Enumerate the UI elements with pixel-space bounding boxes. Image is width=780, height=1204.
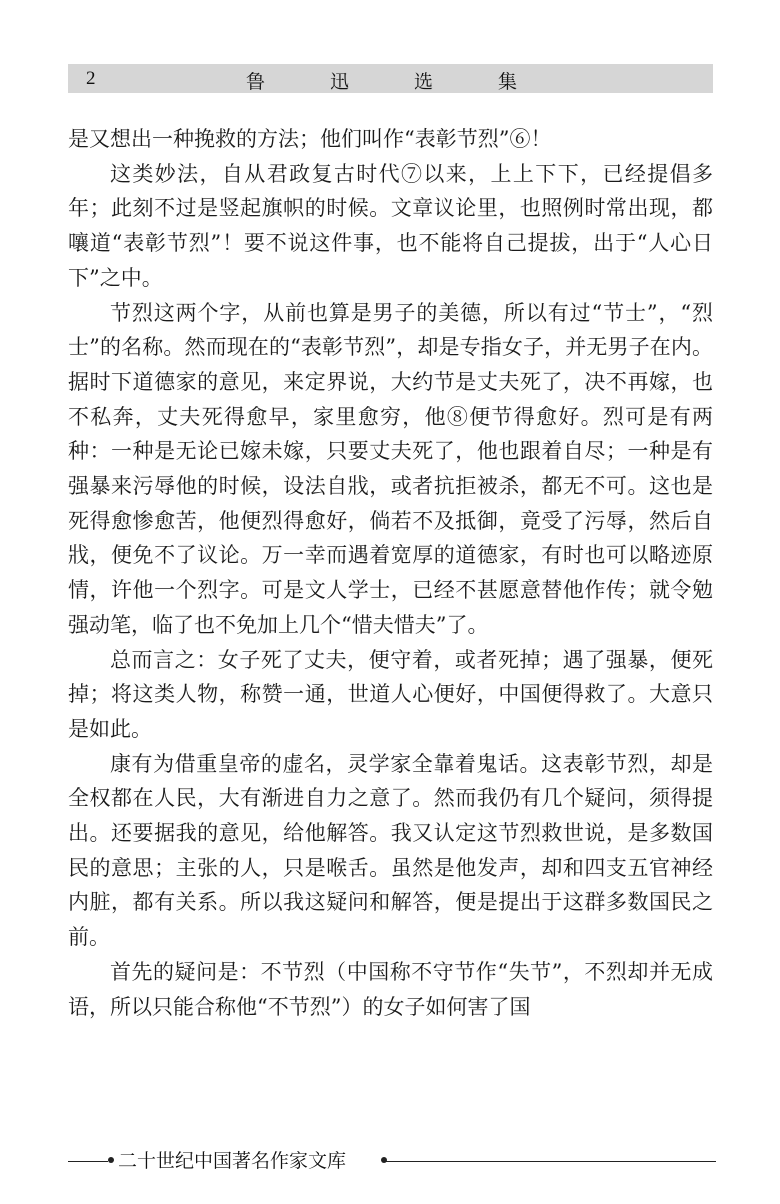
body-text: [68, 122, 713, 1024]
paragraph: 是又想出一种挽救的方法；他们叫作“表彰节烈”⑥！: [68, 127, 552, 151]
footer-rule-left: [68, 1161, 108, 1162]
page-number: 2: [86, 68, 96, 89]
footer-dot-right: [381, 1157, 387, 1163]
footer-series-title: 二十世纪中国著名作家文库: [118, 1150, 347, 1172]
book-title-char-3: 选: [414, 71, 434, 93]
paragraph: 总而言之：女子死了丈夫，便守着，或者死掉；遇了强暴，便死掉；将这类人物，称赞一通，世道人心便好，中国便得救了。大意只是如此。: [68, 647, 713, 741]
running-header: [68, 64, 713, 93]
book-title-char-1: 鲁: [246, 71, 266, 93]
book-title-char-2: 迅: [330, 71, 350, 93]
book-title-char-4: 集: [498, 71, 518, 93]
paragraph: 这类妙法，自从君政复古时代⑦以来，上上下下，已经提倡多年；此刻不过是竖起旗帜的时候。文章议论里，也照例时常出现，都嚷道“表彰节烈”！要不说这件事，也不能将自己提拔，出于“人心日下”之中。: [68, 161, 713, 290]
paragraph: 康有为借重皇帝的虚名，灵学家全靠着鬼话。这表彰节烈，却是全权都在人民，大有渐进自力之意了。然而我仍有几个疑问，须得提出。还要据我的意见，给他解答。我又认定这节烈救世说，是多数国民的意思；主张的人，只是喉舌。虽然是他发声，却和四支五官神经内脏，都有关系。所以我这疑问和解答，便是提出于这群多数国民之前。: [68, 751, 713, 950]
paragraph: 首先的疑问是：不节烈（中国称不守节作“失节”，不烈却并无成语，所以只能合称他“不节烈”）的女子如何害了国: [68, 959, 713, 1019]
footer-dot-left: [108, 1157, 114, 1163]
footer-rule-right: [386, 1161, 716, 1162]
paragraph: 节烈这两个字，从前也算是男子的美德，所以有过“节士”，“烈士”的名称。然而现在的“表彰节烈”，却是专指女子，并无男子在内。据时下道德家的意见，来定界说，大约节是丈夫死了，决不再嫁，也不私奔，丈夫死得愈早，家里愈穷，他⑧便节得愈好。烈可是有两种：一种是无论已嫁未嫁，只要丈夫死了，他也跟着自尽；一种是有强暴来污辱他的时候，设法自戕，或者抗拒被杀，都无不可。这也是死得愈惨愈苦，他便烈得愈好，倘若不及抵御，竟受了污辱，然后自戕，便免不了议论。万一幸而遇着宽厚的道德家，有时也可以略迹原情，许他一个烈字。可是文人学士，已经不甚愿意替他作传；就令勉强动笔，临了也不免加上几个“惜夫惜夫”了。: [68, 300, 713, 637]
